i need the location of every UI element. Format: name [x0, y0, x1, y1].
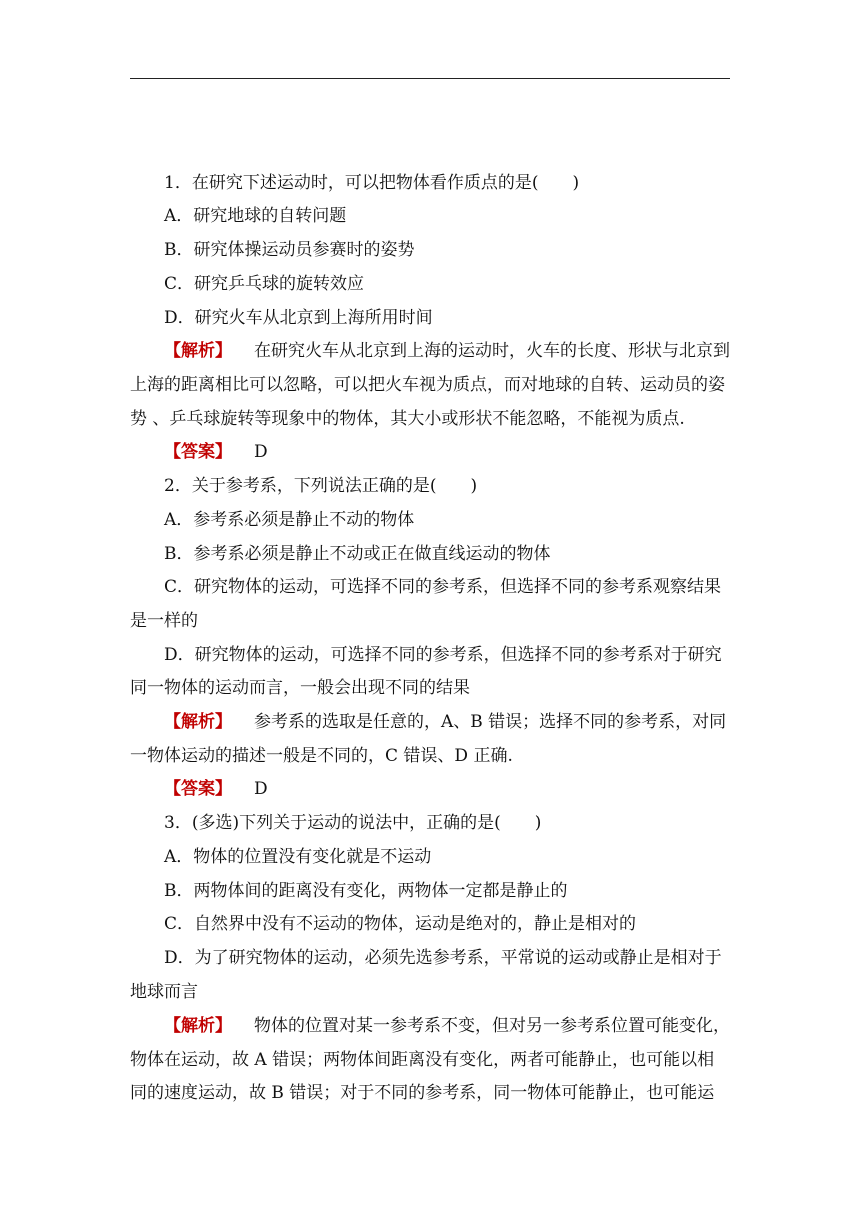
- q2-analysis-line-2: 一物体运动的描述一般是不同的，C 错误、D 正确.: [130, 746, 513, 766]
- q1-analysis-line-1: [164, 340, 860, 362]
- q2-option-c-cont: 是一样的: [130, 611, 198, 631]
- q3-option-d: D．为了研究物体的运动，必须先选参考系，平常说的运动或静止是相对于: [164, 948, 722, 968]
- q3-stem: 3．(多选)下列关于运动的说法中，正确的是( ): [164, 813, 542, 833]
- q3-analysis-line-2: 物体在运动，故 A 错误；两物体间距离没有变化，两者可能静止，也可能以相: [130, 1050, 715, 1070]
- q1-answer-value: D: [254, 442, 268, 462]
- q1-option-b: B．研究体操运动员参赛时的姿势: [164, 240, 415, 260]
- q1-option-c: C．研究乒乓球的旋转效应: [164, 274, 365, 294]
- q1-analysis-line-3: 势 、乒乓球旋转等现象中的物体，其大小或形状不能忽略，不能视为质点.: [130, 409, 685, 429]
- q2-option-c: C．研究物体的运动，可选择不同的参考系，但选择不同的参考系观察结果: [164, 577, 722, 597]
- q2-analysis-text-1: 参考系的选取是任意的，A、B 错误；选择不同的参考系，对同: [254, 712, 727, 732]
- q3-option-b: B．两物体间的距离没有变化，两物体一定都是静止的: [164, 881, 568, 901]
- q1-stem: 1．在研究下述运动时，可以把物体看作质点的是( ): [164, 173, 580, 193]
- q3-analysis-line-1: [164, 1015, 860, 1037]
- q2-option-d-cont: 同一物体的运动而言，一般会出现不同的结果: [130, 678, 470, 698]
- q2-option-a: A．参考系必须是静止不动的物体: [164, 510, 415, 530]
- analysis-label: 【解析】: [164, 712, 232, 732]
- q3-analysis-text-1: 物体的位置对某一参考系不变，但对另一参考系位置可能变化，: [254, 1016, 730, 1036]
- q3-option-d-cont: 地球而言: [130, 982, 198, 1002]
- q2-stem: 2．关于参考系，下列说法正确的是( ): [164, 476, 478, 496]
- analysis-label: 【解析】: [164, 1016, 232, 1036]
- q2-answer-line: [164, 778, 860, 800]
- analysis-label: 【解析】: [164, 341, 232, 361]
- q3-option-a: A．物体的位置没有变化就是不运动: [164, 847, 432, 867]
- q1-analysis-line-2: 上海的距离相比可以忽略，可以把火车视为质点，而对地球的自转、运动员的姿: [130, 375, 725, 395]
- q1-analysis-text-1: 在研究火车从北京到上海的运动时，火车的长度、形状与北京到: [254, 341, 730, 361]
- q1-option-d: D．研究火车从北京到上海所用时间: [164, 308, 433, 328]
- q2-option-b: B．参考系必须是静止不动或正在做直线运动的物体: [164, 544, 551, 564]
- answer-label: 【答案】: [164, 779, 232, 799]
- answer-label: 【答案】: [164, 442, 232, 462]
- q2-analysis-line-1: [164, 711, 860, 733]
- header-rule: [130, 78, 730, 79]
- q2-answer-value: D: [254, 779, 268, 799]
- q3-analysis-line-3: 同的速度运动，故 B 错误；对于不同的参考系，同一物体可能静止，也可能运: [130, 1083, 715, 1103]
- q3-option-c: C．自然界中没有不运动的物体，运动是绝对的，静止是相对的: [164, 914, 637, 934]
- q1-option-a: A．研究地球的自转问题: [164, 206, 347, 226]
- q2-option-d: D．研究物体的运动，可选择不同的参考系，但选择不同的参考系对于研究: [164, 645, 722, 665]
- q1-answer-line: [164, 441, 860, 463]
